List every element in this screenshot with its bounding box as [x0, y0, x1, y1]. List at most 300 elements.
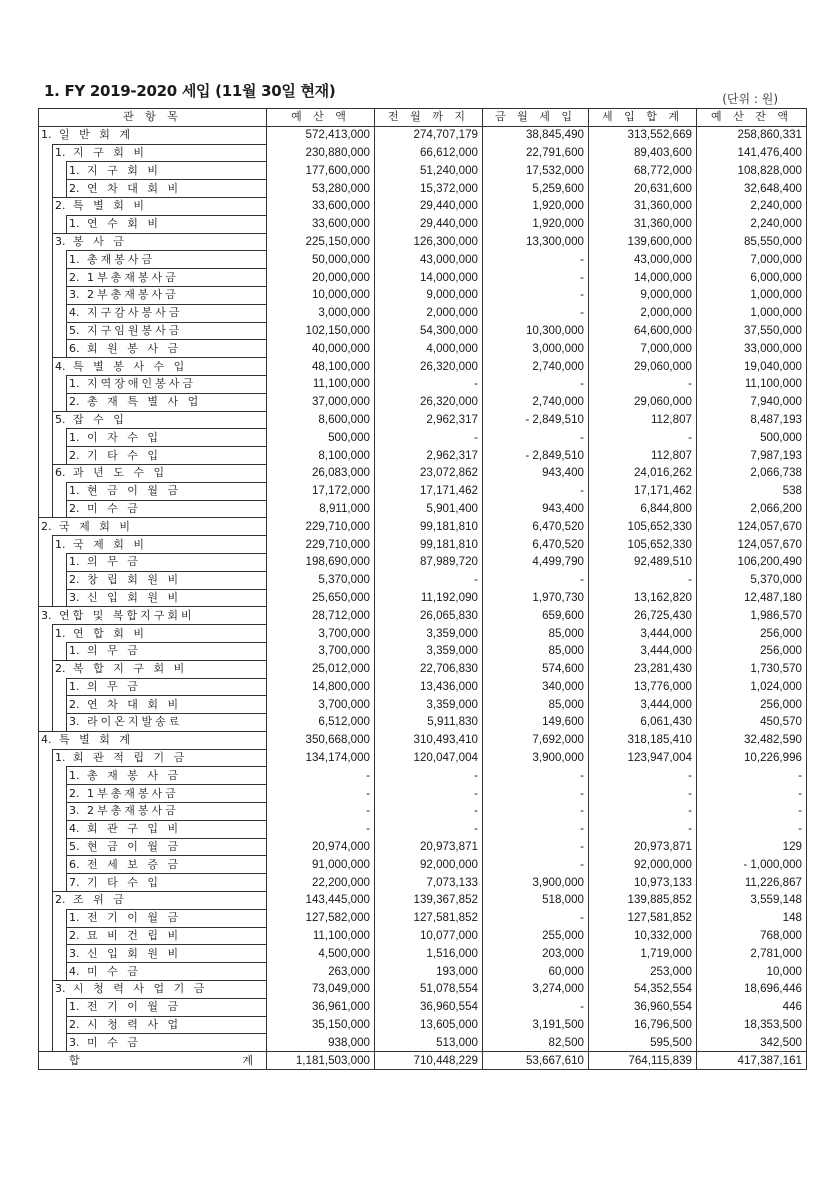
current-month-cell: 340,000: [483, 678, 589, 696]
row-label-text: 총 재 특 별 사 업: [87, 395, 202, 409]
row-label: [53, 144, 267, 162]
header-current-month: 금 월 세 입: [483, 109, 589, 127]
row-number: 2.: [69, 448, 80, 462]
row-label-text: 기 타 수 입: [87, 875, 161, 889]
indent-cell: [39, 340, 53, 358]
budget-cell: 8,100,000: [267, 447, 375, 465]
row-label-text: 이 자 수 입: [87, 430, 161, 444]
row-label-text: 지구임원봉사금: [87, 323, 183, 337]
previous-month-cell: 26,320,000: [375, 393, 483, 411]
current-month-cell: 2,740,000: [483, 358, 589, 376]
indent-cell: [53, 162, 67, 180]
revenue-total-cell: 13,776,000: [589, 678, 697, 696]
revenue-total-cell: 20,631,600: [589, 180, 697, 198]
current-month-cell: -: [483, 304, 589, 322]
row-label: [53, 749, 267, 767]
current-month-cell: 574,600: [483, 660, 589, 678]
previous-month-cell: -: [375, 820, 483, 838]
table-row: [39, 518, 807, 536]
indent-cell: [53, 180, 67, 198]
header-budget-balance: 예 산 잔 액: [697, 109, 807, 127]
row-label: [67, 874, 267, 892]
budget-cell: 20,000,000: [267, 269, 375, 287]
budget-balance-cell: 256,000: [697, 642, 807, 660]
table-row: [39, 304, 807, 322]
current-month-cell: 38,845,490: [483, 126, 589, 144]
row-label-text: 특 별 봉 사 수 입: [73, 359, 188, 373]
row-label: [67, 927, 267, 945]
indent-cell: [53, 322, 67, 340]
revenue-total-cell: 253,000: [589, 963, 697, 981]
row-label-text: 라이온지발송료: [87, 715, 183, 729]
total-previous-month: 710,448,229: [375, 1052, 483, 1070]
budget-balance-cell: 11,226,867: [697, 874, 807, 892]
row-label-text: 특 별 회 계: [59, 733, 133, 747]
row-number: 1.: [69, 768, 80, 782]
budget-cell: 263,000: [267, 963, 375, 981]
indent-cell: [53, 678, 67, 696]
revenue-total-cell: 13,162,820: [589, 589, 697, 607]
previous-month-cell: 36,960,554: [375, 998, 483, 1016]
budget-cell: 10,000,000: [267, 286, 375, 304]
row-number: 3.: [55, 234, 66, 248]
table-row: [39, 358, 807, 376]
row-label-text: 국 제 회 비: [73, 537, 147, 551]
table-row: [39, 927, 807, 945]
revenue-total-cell: -: [589, 785, 697, 803]
current-month-cell: -: [483, 803, 589, 821]
budget-cell: 53,280,000: [267, 180, 375, 198]
budget-balance-cell: 124,057,670: [697, 536, 807, 554]
row-label: [67, 162, 267, 180]
table-row: [39, 856, 807, 874]
budget-cell: 25,650,000: [267, 589, 375, 607]
row-label-text: 조 위 금: [73, 893, 127, 907]
revenue-total-cell: 139,885,852: [589, 892, 697, 910]
revenue-total-cell: 6,844,800: [589, 500, 697, 518]
previous-month-cell: 54,300,000: [375, 322, 483, 340]
row-number: 2.: [55, 893, 66, 907]
row-number: 6.: [55, 466, 66, 480]
budget-cell: 4,500,000: [267, 945, 375, 963]
current-month-cell: 5,259,600: [483, 180, 589, 198]
row-number: 2.: [69, 786, 80, 800]
indent-cell: [39, 536, 53, 554]
table-row: [39, 660, 807, 678]
row-label: [39, 518, 267, 536]
table-row: [39, 642, 807, 660]
indent-cell: [53, 1034, 67, 1052]
current-month-cell: -: [483, 429, 589, 447]
row-label-text: 의 무 금: [87, 679, 141, 693]
budget-cell: 134,174,000: [267, 749, 375, 767]
current-month-cell: -: [483, 998, 589, 1016]
row-label-text: 일 반 회 계: [59, 128, 133, 142]
table-row: [39, 892, 807, 910]
indent-cell: [39, 375, 53, 393]
indent-cell: [53, 447, 67, 465]
current-month-cell: 6,470,520: [483, 536, 589, 554]
indent-cell: [53, 767, 67, 785]
revenue-total-cell: 112,807: [589, 447, 697, 465]
budget-balance-cell: 5,370,000: [697, 571, 807, 589]
budget-balance-cell: 12,487,180: [697, 589, 807, 607]
indent-cell: [53, 696, 67, 714]
header-revenue-total: 세 입 합 계: [589, 109, 697, 127]
budget-cell: 91,000,000: [267, 856, 375, 874]
row-label: [67, 393, 267, 411]
current-month-cell: 3,900,000: [483, 749, 589, 767]
previous-month-cell: 99,181,810: [375, 536, 483, 554]
current-month-cell: 659,600: [483, 607, 589, 625]
row-number: 1.: [69, 555, 80, 569]
row-label: [53, 464, 267, 482]
budget-balance-cell: 7,987,193: [697, 447, 807, 465]
table-row: [39, 144, 807, 162]
row-label-text: 지 구 회 비: [73, 145, 147, 159]
revenue-total-cell: 105,652,330: [589, 536, 697, 554]
table-row: [39, 998, 807, 1016]
indent-cell: [53, 589, 67, 607]
table-row: [39, 1034, 807, 1052]
budget-balance-cell: 32,482,590: [697, 731, 807, 749]
indent-cell: [53, 909, 67, 927]
indent-cell: [39, 553, 53, 571]
current-month-cell: -: [483, 767, 589, 785]
row-number: 1.: [69, 484, 80, 498]
row-label-text: 의 무 금: [87, 555, 141, 569]
table-row: [39, 820, 807, 838]
row-label-text: 잡 수 입: [73, 412, 127, 426]
table-row: [39, 269, 807, 287]
row-number: 1.: [69, 377, 80, 391]
current-month-cell: -: [483, 820, 589, 838]
indent-cell: [53, 856, 67, 874]
budget-cell: 11,100,000: [267, 927, 375, 945]
budget-balance-cell: -: [697, 820, 807, 838]
table-row: [39, 233, 807, 251]
indent-cell: [39, 215, 53, 233]
budget-cell: 350,668,000: [267, 731, 375, 749]
budget-cell: 48,100,000: [267, 358, 375, 376]
current-month-cell: -: [483, 909, 589, 927]
total-revenue: 764,115,839: [589, 1052, 697, 1070]
row-label: [67, 500, 267, 518]
budget-balance-cell: 446: [697, 998, 807, 1016]
table-row: [39, 393, 807, 411]
indent-cell: [53, 482, 67, 500]
previous-month-cell: -: [375, 785, 483, 803]
table-row: [39, 322, 807, 340]
table-row: [39, 500, 807, 518]
budget-balance-cell: 2,240,000: [697, 197, 807, 215]
budget-cell: 102,150,000: [267, 322, 375, 340]
previous-month-cell: 3,359,000: [375, 625, 483, 643]
previous-month-cell: 139,367,852: [375, 892, 483, 910]
row-label: [39, 731, 267, 749]
row-label-text: 기 타 수 입: [87, 448, 161, 462]
row-label-text: 시 청 력 사 업 기 금: [73, 982, 208, 996]
indent-cell: [53, 714, 67, 732]
revenue-total-cell: 16,796,500: [589, 1016, 697, 1034]
row-number: 1.: [69, 252, 80, 266]
row-label: [67, 447, 267, 465]
indent-cell: [39, 660, 53, 678]
revenue-total-cell: 43,000,000: [589, 251, 697, 269]
current-month-cell: 1,920,000: [483, 197, 589, 215]
table-row: [39, 375, 807, 393]
previous-month-cell: 92,000,000: [375, 856, 483, 874]
revenue-total-cell: -: [589, 429, 697, 447]
indent-cell: [53, 1016, 67, 1034]
row-number: 2.: [69, 573, 80, 587]
row-number: 1.: [69, 1000, 80, 1014]
budget-balance-cell: 1,024,000: [697, 678, 807, 696]
budget-balance-cell: 768,000: [697, 927, 807, 945]
row-label: [67, 714, 267, 732]
indent-cell: [53, 429, 67, 447]
previous-month-cell: 5,911,830: [375, 714, 483, 732]
previous-month-cell: 15,372,000: [375, 180, 483, 198]
revenue-total-cell: 2,000,000: [589, 304, 697, 322]
table-row: [39, 126, 807, 144]
budget-balance-cell: 11,100,000: [697, 375, 807, 393]
row-label-text: 신 입 회 원 비: [87, 946, 182, 960]
revenue-total-cell: -: [589, 375, 697, 393]
current-month-cell: 2,740,000: [483, 393, 589, 411]
row-label: [67, 696, 267, 714]
previous-month-cell: 13,605,000: [375, 1016, 483, 1034]
budget-balance-cell: 256,000: [697, 696, 807, 714]
row-number: 3.: [69, 946, 80, 960]
revenue-total-cell: 3,444,000: [589, 642, 697, 660]
previous-month-cell: 29,440,000: [375, 197, 483, 215]
indent-cell: [39, 696, 53, 714]
budget-cell: 500,000: [267, 429, 375, 447]
current-month-cell: 943,400: [483, 464, 589, 482]
budget-balance-cell: 3,559,148: [697, 892, 807, 910]
unit-label: (단위 : 원): [722, 92, 778, 106]
previous-month-cell: 51,240,000: [375, 162, 483, 180]
previous-month-cell: -: [375, 767, 483, 785]
indent-cell: [39, 625, 53, 643]
previous-month-cell: 14,000,000: [375, 269, 483, 287]
indent-cell: [39, 447, 53, 465]
row-number: 3.: [69, 1035, 80, 1049]
indent-cell: [39, 820, 53, 838]
revenue-total-cell: -: [589, 767, 697, 785]
current-month-cell: 6,470,520: [483, 518, 589, 536]
budget-cell: 177,600,000: [267, 162, 375, 180]
budget-balance-cell: 8,487,193: [697, 411, 807, 429]
indent-cell: [53, 375, 67, 393]
budget-cell: 225,150,000: [267, 233, 375, 251]
total-budget: 1,181,503,000: [267, 1052, 375, 1070]
row-label: [67, 963, 267, 981]
row-label: [67, 215, 267, 233]
revenue-total-cell: 6,061,430: [589, 714, 697, 732]
row-label-text: 현 금 이 월 금: [87, 840, 182, 854]
indent-cell: [53, 340, 67, 358]
row-label-text: 연합 및 복합지구회비: [59, 608, 195, 622]
indent-cell: [39, 927, 53, 945]
indent-cell: [39, 429, 53, 447]
row-label-text: 신 입 회 원 비: [87, 590, 182, 604]
table-row: [39, 162, 807, 180]
row-label: [67, 998, 267, 1016]
budget-cell: 26,083,000: [267, 464, 375, 482]
revenue-total-cell: 127,581,852: [589, 909, 697, 927]
previous-month-cell: 13,436,000: [375, 678, 483, 696]
table-row: [39, 767, 807, 785]
budget-balance-cell: 2,240,000: [697, 215, 807, 233]
revenue-total-cell: -: [589, 571, 697, 589]
table-row: [39, 945, 807, 963]
previous-month-cell: 274,707,179: [375, 126, 483, 144]
budget-balance-cell: -: [697, 803, 807, 821]
row-number: 5.: [69, 323, 80, 337]
current-month-cell: 82,500: [483, 1034, 589, 1052]
row-label: [67, 429, 267, 447]
revenue-total-cell: 92,489,510: [589, 553, 697, 571]
table-row: [39, 625, 807, 643]
previous-month-cell: 120,047,004: [375, 749, 483, 767]
row-number: 2.: [41, 519, 52, 533]
revenue-total-cell: 9,000,000: [589, 286, 697, 304]
row-number: 5.: [69, 840, 80, 854]
previous-month-cell: 43,000,000: [375, 251, 483, 269]
indent-cell: [53, 945, 67, 963]
budget-cell: -: [267, 785, 375, 803]
row-number: 2.: [69, 181, 80, 195]
row-label: [67, 553, 267, 571]
revenue-total-cell: 112,807: [589, 411, 697, 429]
table-row: [39, 251, 807, 269]
previous-month-cell: 3,359,000: [375, 642, 483, 660]
current-month-cell: -: [483, 856, 589, 874]
current-month-cell: -: [483, 482, 589, 500]
row-label-text: 미 수 금: [87, 964, 141, 978]
total-label-right: 계: [242, 1053, 253, 1067]
previous-month-cell: 11,192,090: [375, 589, 483, 607]
row-label-text: 지구감사봉사금: [87, 306, 183, 320]
revenue-total-cell: 123,947,004: [589, 749, 697, 767]
row-label: [39, 126, 267, 144]
budget-cell: 198,690,000: [267, 553, 375, 571]
row-label-text: 전 기 이 월 금: [87, 1000, 182, 1014]
table-row: [39, 838, 807, 856]
row-label-text: 2부총재봉사금: [87, 804, 179, 818]
row-number: 1.: [69, 911, 80, 925]
revenue-total-cell: 89,403,600: [589, 144, 697, 162]
indent-cell: [39, 233, 53, 251]
previous-month-cell: 22,706,830: [375, 660, 483, 678]
budget-cell: 229,710,000: [267, 536, 375, 554]
row-number: 2.: [69, 929, 80, 943]
row-number: 1.: [69, 679, 80, 693]
budget-cell: -: [267, 820, 375, 838]
revenue-total-cell: 31,360,000: [589, 215, 697, 233]
row-label: [67, 785, 267, 803]
row-number: 4.: [69, 306, 80, 320]
indent-cell: [53, 251, 67, 269]
budget-cell: 230,880,000: [267, 144, 375, 162]
current-month-cell: 3,900,000: [483, 874, 589, 892]
row-number: 3.: [55, 982, 66, 996]
current-month-cell: 1,920,000: [483, 215, 589, 233]
budget-cell: 33,600,000: [267, 215, 375, 233]
row-number: 1.: [41, 128, 52, 142]
budget-cell: 40,000,000: [267, 340, 375, 358]
indent-cell: [39, 998, 53, 1016]
row-number: 3.: [69, 804, 80, 818]
table-row: [39, 589, 807, 607]
revenue-total-cell: 29,060,000: [589, 393, 697, 411]
row-label-text: 전 기 이 월 금: [87, 911, 182, 925]
row-number: 2.: [55, 662, 66, 676]
table-row: [39, 607, 807, 625]
budget-balance-cell: 33,000,000: [697, 340, 807, 358]
row-label-text: 1부총재봉사금: [87, 786, 179, 800]
table-row: [39, 340, 807, 358]
table-row: [39, 197, 807, 215]
revenue-total-cell: 31,360,000: [589, 197, 697, 215]
row-label: [67, 571, 267, 589]
budget-balance-cell: 7,940,000: [697, 393, 807, 411]
table-row: [39, 411, 807, 429]
row-label: [67, 269, 267, 287]
row-label: [67, 838, 267, 856]
indent-cell: [39, 981, 53, 999]
indent-cell: [39, 714, 53, 732]
row-number: 1.: [69, 163, 80, 177]
current-month-cell: 4,499,790: [483, 553, 589, 571]
indent-cell: [39, 180, 53, 198]
budget-cell: 73,049,000: [267, 981, 375, 999]
current-month-cell: 255,000: [483, 927, 589, 945]
row-label: [67, 1016, 267, 1034]
row-number: 1.: [69, 644, 80, 658]
row-label: [53, 660, 267, 678]
row-label-text: 묘 비 건 립 비: [87, 929, 182, 943]
row-label: [67, 1034, 267, 1052]
total-label: [39, 1052, 267, 1070]
indent-cell: [39, 571, 53, 589]
row-number: 2.: [69, 1018, 80, 1032]
previous-month-cell: 126,300,000: [375, 233, 483, 251]
budget-balance-cell: 10,000: [697, 963, 807, 981]
budget-balance-cell: - 1,000,000: [697, 856, 807, 874]
indent-cell: [39, 945, 53, 963]
budget-balance-cell: 141,476,400: [697, 144, 807, 162]
revenue-total-cell: 3,444,000: [589, 696, 697, 714]
table-row: [39, 429, 807, 447]
budget-cell: -: [267, 767, 375, 785]
budget-balance-cell: 256,000: [697, 625, 807, 643]
row-number: 4.: [41, 733, 52, 747]
row-number: 1.: [55, 751, 66, 765]
row-label-text: 미 수 금: [87, 1035, 141, 1049]
row-label-text: 2부총재봉사금: [87, 288, 179, 302]
row-label-text: 회 원 봉 사 금: [87, 341, 182, 355]
budget-cell: 22,200,000: [267, 874, 375, 892]
table-row: [39, 874, 807, 892]
indent-cell: [39, 963, 53, 981]
previous-month-cell: -: [375, 803, 483, 821]
previous-month-cell: 4,000,000: [375, 340, 483, 358]
budget-balance-cell: 1,986,570: [697, 607, 807, 625]
current-month-cell: 7,692,000: [483, 731, 589, 749]
